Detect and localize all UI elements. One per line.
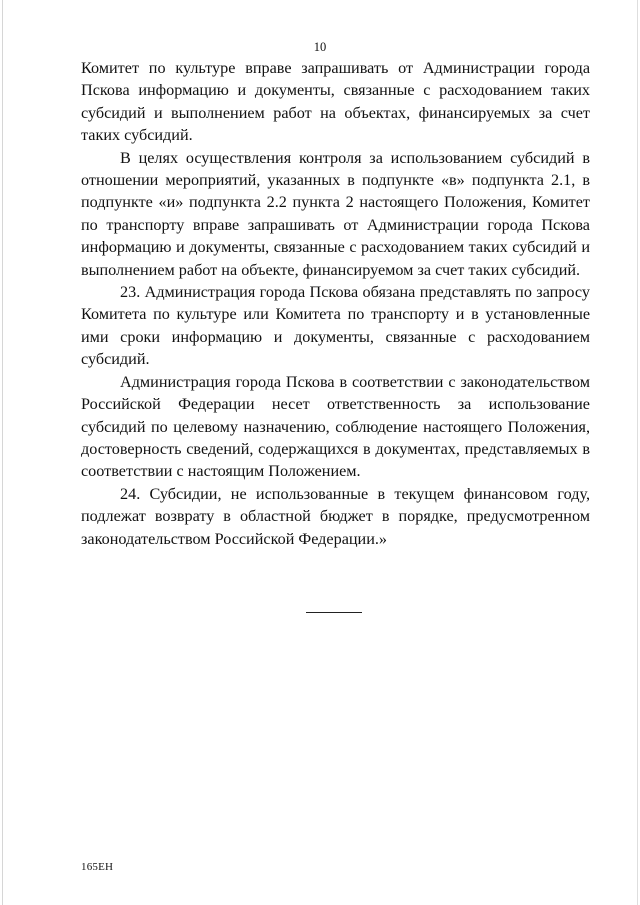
- document-code: 165ЕН: [81, 861, 114, 873]
- paragraph-administration-responsibility: Администрация города Пскова в соответствии с законодательством Российской Федерации несет ответственность за использование субсидий по целевому назначению, соблюдение настоящего Положения, достоверность сведений, содержащихся в документах, представляемых в соответствии с настоящим Положением.: [81, 372, 590, 481]
- paragraph-transport-committee-control: В целях осуществления контроля за использованием субсидий в отношении мероприятий, указанных в подпункте «в» подпункта 2.1, в подпункте «и» подпункта 2.2 пункта 2 настоящего Положения, Комитет по транспорту вправе запрашивать от Администрации города Пскова информацию и документы, связанные с расходованием таких субсидий и выполнением работ на объекте, финансируемом за счет таких субсидий.: [81, 148, 590, 279]
- paragraph-culture-committee-request: Комитет по культуре вправе запрашивать от Администрации города Пскова информацию и документы, связанные с расходованием таких субсидий и выполнением работ на объектах, финансируемых за счет таких субсидий.: [81, 59, 590, 145]
- end-separator-line: [306, 612, 362, 613]
- scan-edge-right: [637, 0, 638, 905]
- scan-edge-left: [2, 0, 3, 905]
- paragraph-item-24: 24. Субсидии, не использованные в текущем финансовом году, подлежат возврату в областной бюджет в порядке, предусмотренном законодательством Российской Федерации.»: [81, 484, 590, 548]
- page-number: 10: [313, 40, 327, 54]
- paragraph-item-23: 23. Администрация города Пскова обязана представлять по запросу Комитета по культуре или Комитета по транспорту и в установленные ими сроки информацию и документы, связанные с расходованием субсидий.: [81, 283, 590, 369]
- document-body: [81, 57, 590, 550]
